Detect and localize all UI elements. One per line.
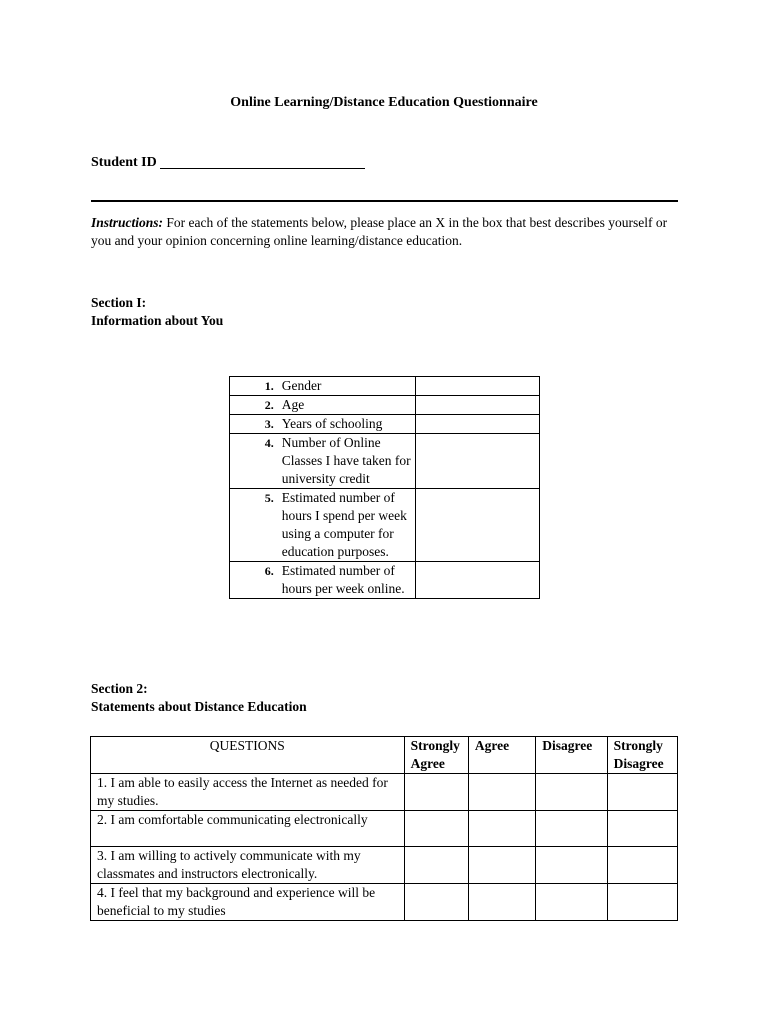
student-id-label: Student ID — [91, 155, 157, 170]
strongly-disagree-checkbox-cell[interactable] — [607, 811, 677, 847]
info-table — [229, 376, 540, 599]
agree-checkbox-cell[interactable] — [468, 884, 535, 921]
info-answer-cell[interactable] — [416, 396, 540, 415]
statement-text: 2. I am comfortable communicating electronically — [91, 811, 405, 847]
statement-row — [91, 884, 678, 921]
strongly-agree-checkbox-cell[interactable] — [404, 847, 468, 884]
info-row — [230, 489, 540, 562]
disagree-checkbox-cell[interactable] — [536, 774, 607, 811]
section1-subheading: Information about You — [91, 313, 224, 328]
info-row — [230, 415, 540, 434]
questions-column-header: QUESTIONS — [91, 737, 405, 774]
section1-heading: Section I: — [91, 295, 147, 310]
info-answer-cell[interactable] — [416, 415, 540, 434]
section1-header — [91, 294, 223, 330]
disagree-checkbox-cell[interactable] — [536, 884, 607, 921]
agree-checkbox-cell[interactable] — [468, 847, 535, 884]
info-row-label: Years of schooling — [282, 415, 416, 434]
section2-subheading: Statements about Distance Education — [91, 699, 307, 714]
strongly-agree-column-header: Strongly Agree — [404, 737, 468, 774]
document-title: Online Learning/Distance Education Questionnaire — [230, 95, 538, 110]
statement-text: 4. I feel that my background and experience will be beneficial to my studies — [91, 884, 405, 921]
info-row-label: Estimated number of hours per week online. — [282, 562, 416, 599]
statement-row — [91, 811, 678, 847]
section2-heading: Section 2: — [91, 681, 148, 696]
section2-header — [91, 680, 307, 716]
info-answer-cell[interactable] — [416, 434, 540, 489]
statements-table — [90, 736, 678, 921]
instructions-text: For each of the statements below, please place an X in the box that best describes yourself or you and your opinion concerning online learning/distance education. — [91, 215, 668, 248]
info-row-label: Age — [282, 396, 416, 415]
strongly-disagree-checkbox-cell[interactable] — [607, 774, 677, 811]
disagree-checkbox-cell[interactable] — [536, 847, 607, 884]
student-id-blank-line[interactable] — [160, 153, 365, 169]
info-answer-cell[interactable] — [416, 562, 540, 599]
info-row-label: Estimated number of hours I spend per week using a computer for education purposes. — [282, 489, 416, 562]
info-answer-cell[interactable] — [416, 377, 540, 396]
disagree-checkbox-cell[interactable] — [536, 811, 607, 847]
statements-header-row — [91, 737, 678, 774]
info-row-number: 4. — [230, 434, 282, 489]
instructions-paragraph — [91, 214, 681, 250]
instructions-lead: Instructions: — [91, 215, 164, 230]
agree-checkbox-cell[interactable] — [468, 811, 535, 847]
info-row-number: 6. — [230, 562, 282, 599]
info-row — [230, 377, 540, 396]
statement-text: 1. I am able to easily access the Internet as needed for my studies. — [91, 774, 405, 811]
info-answer-cell[interactable] — [416, 489, 540, 562]
info-row-number: 5. — [230, 489, 282, 562]
statement-row — [91, 847, 678, 884]
strongly-agree-checkbox-cell[interactable] — [404, 884, 468, 921]
info-row-number: 3. — [230, 415, 282, 434]
strongly-disagree-checkbox-cell[interactable] — [607, 884, 677, 921]
statement-row — [91, 774, 678, 811]
student-id-field — [91, 153, 365, 172]
info-row-label: Gender — [282, 377, 416, 396]
agree-column-header: Agree — [468, 737, 535, 774]
strongly-agree-checkbox-cell[interactable] — [404, 811, 468, 847]
disagree-column-header: Disagree — [536, 737, 607, 774]
strongly-disagree-column-header: Strongly Disagree — [607, 737, 677, 774]
agree-checkbox-cell[interactable] — [468, 774, 535, 811]
info-row — [230, 396, 540, 415]
strongly-disagree-checkbox-cell[interactable] — [607, 847, 677, 884]
info-row — [230, 434, 540, 489]
horizontal-rule — [91, 200, 678, 202]
info-row — [230, 562, 540, 599]
info-row-label: Number of Online Classes I have taken for university credit — [282, 434, 416, 489]
strongly-agree-checkbox-cell[interactable] — [404, 774, 468, 811]
info-row-number: 2. — [230, 396, 282, 415]
statement-text: 3. I am willing to actively communicate with my classmates and instructors electronically. — [91, 847, 405, 884]
info-row-number: 1. — [230, 377, 282, 396]
